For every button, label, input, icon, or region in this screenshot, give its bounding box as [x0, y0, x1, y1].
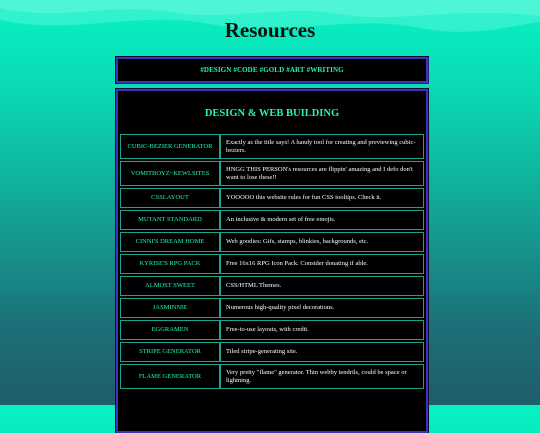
nav-link-design[interactable]: #DESIGN	[200, 66, 232, 74]
table-row	[120, 320, 424, 340]
table-row	[120, 364, 424, 389]
resources-panel	[116, 89, 428, 433]
nav-link-gold[interactable]: #GOLD	[259, 66, 285, 74]
resource-link[interactable]: MUTANT STANDARD	[120, 210, 220, 230]
resource-link[interactable]: ALMOST SWEET	[120, 276, 220, 296]
page-title: Resources	[224, 18, 316, 42]
nav-link-writing[interactable]: #WRITING	[306, 66, 344, 74]
resource-link[interactable]: JASMINNIE	[120, 298, 220, 318]
nav-link-art[interactable]: #ART	[286, 66, 305, 74]
resource-link[interactable]: VOMITBOYZ~KEWLSITES	[120, 161, 220, 186]
table-row	[120, 161, 424, 186]
table-row	[120, 298, 424, 318]
resource-link[interactable]: FLAME GENERATOR	[120, 364, 220, 389]
resource-description: HNGG THIS PERSON's resources are flippin' amazing and I defo don't want to lose these!!	[220, 161, 424, 186]
resource-description: Web goodies: Gifs, stamps, blinkies, backgrounds, etc.	[220, 232, 424, 252]
resource-table	[120, 132, 424, 391]
nav-link-code[interactable]: #CODE	[233, 66, 258, 74]
resource-description: Free 16x16 RPG Icon Pack. Consider donating if able.	[220, 254, 424, 274]
section-nav	[116, 57, 428, 83]
resource-description: Very pretty "flame" generator. Thin webby tendrils, could be space or lightning.	[220, 364, 424, 389]
resource-description: YOOOOO this website rules for fun CSS tooltips. Check it.	[220, 188, 424, 208]
table-row	[120, 276, 424, 296]
resource-link[interactable]: CINNI'S DREAM HOME	[120, 232, 220, 252]
resource-description: Numerous high-quality pixel decorations.	[220, 298, 424, 318]
resource-description: Free-to-use layouts, with credit.	[220, 320, 424, 340]
resource-description: An inclusive & modern set of free emojis.	[220, 210, 424, 230]
resource-link[interactable]: CUBIC-BEZIER GENERATOR	[120, 134, 220, 159]
table-row	[120, 254, 424, 274]
resource-link[interactable]: EGGRAMEN	[120, 320, 220, 340]
resource-description: Exactly as the title says! A handy tool for creating and previewing cubic-beziers.	[220, 134, 424, 159]
resource-link[interactable]: STRIPE GENERATOR	[120, 342, 220, 362]
table-row	[120, 232, 424, 252]
section-title: DESIGN & WEB BUILDING	[204, 108, 340, 119]
table-row	[120, 342, 424, 362]
table-row	[120, 210, 424, 230]
resource-description: CSS/HTML Themes.	[220, 276, 424, 296]
resource-description: Tiled stripe-generating site.	[220, 342, 424, 362]
resource-link[interactable]: CSSLAYOUT	[120, 188, 220, 208]
table-row	[120, 134, 424, 159]
table-row	[120, 188, 424, 208]
resource-link[interactable]: KYRISE'S RPG PACK	[120, 254, 220, 274]
